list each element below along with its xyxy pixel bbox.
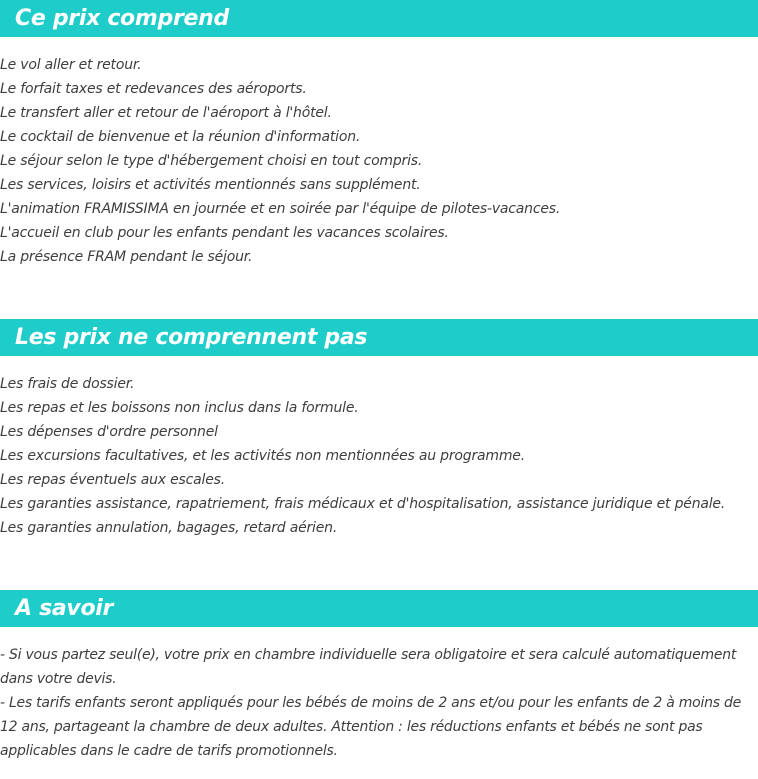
- a-savoir-list: [0, 643, 758, 763]
- list-item: Les repas et les boissons non inclus dans la formule.: [0, 400, 359, 416]
- list-item: L'accueil en club pour les enfants pendant les vacances scolaires.: [0, 225, 449, 241]
- list-item: Le transfert aller et retour de l'aéroport à l'hôtel.: [0, 105, 332, 121]
- list-item: La présence FRAM pendant le séjour.: [0, 249, 253, 265]
- included-list: [0, 53, 758, 269]
- section-header-a-savoir: [0, 590, 758, 627]
- list-item: Le cocktail de bienvenue et la réunion d'information.: [0, 129, 361, 145]
- list-item: Les dépenses d'ordre personnel: [0, 424, 218, 440]
- list-item: Les garanties annulation, bagages, retard aérien.: [0, 520, 338, 536]
- section-header-not-included: [0, 319, 758, 356]
- list-item: Les repas éventuels aux escales.: [0, 472, 225, 488]
- paragraph: - Si vous partez seul(e), votre prix en chambre individuelle sera obligatoire et sera calculé automatiquement dans votre devis.: [0, 647, 737, 687]
- list-item: Le vol aller et retour.: [0, 57, 142, 73]
- list-item: L'animation FRAMISSIMA en journée et en soirée par l'équipe de pilotes-vacances.: [0, 201, 561, 217]
- section-header-included: [0, 0, 758, 37]
- paragraph: - Les tarifs enfants seront appliqués pour les bébés de moins de 2 ans et/ou pour les enfants de 2 à moins de 12 ans, partageant la chambre de deux adultes. Attention : les réductions enfants et bébés ne sont pas applicables dans le cadre de tarifs promotionnels.: [0, 695, 742, 759]
- list-item: Les frais de dossier.: [0, 376, 135, 392]
- section-title: Les prix ne comprennent pas: [15, 325, 368, 350]
- list-item: Le séjour selon le type d'hébergement choisi en tout compris.: [0, 153, 423, 169]
- list-item: Les services, loisirs et activités mentionnés sans supplément.: [0, 177, 421, 193]
- not-included-list: [0, 372, 758, 540]
- list-item: Le forfait taxes et redevances des aéroports.: [0, 81, 307, 97]
- list-item: Les excursions facultatives, et les activités non mentionnées au programme.: [0, 448, 525, 464]
- list-item: Les garanties assistance, rapatriement, frais médicaux et d'hospitalisation, assistance juridique et pénale.: [0, 496, 726, 512]
- section-title: Ce prix comprend: [15, 6, 229, 31]
- section-title: A savoir: [15, 596, 114, 621]
